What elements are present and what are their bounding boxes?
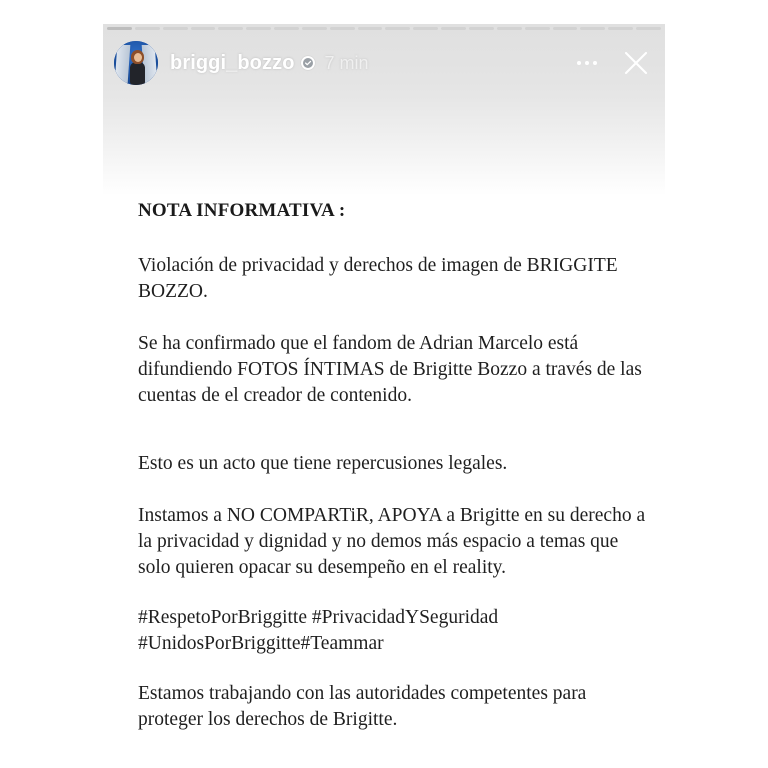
note-title: NOTA INFORMATIVA : [138, 200, 346, 221]
note-paragraph: Violación de privacidad y derechos de imagen de BRIGGITE BOZZO. [138, 254, 618, 302]
progress-segment[interactable] [358, 27, 383, 30]
header-actions [575, 48, 651, 78]
progress-segment[interactable] [413, 27, 438, 30]
progress-segment[interactable] [330, 27, 355, 30]
progress-segment[interactable] [218, 27, 243, 30]
timestamp-label: 7 min [324, 52, 369, 73]
more-options-dot [585, 61, 589, 65]
avatar-person-body [130, 62, 145, 85]
instagram-story-card [103, 24, 665, 744]
story-header [103, 37, 665, 89]
progress-segment[interactable] [302, 27, 327, 30]
progress-segment[interactable] [469, 27, 494, 30]
progress-segment[interactable] [163, 27, 188, 30]
avatar[interactable] [114, 41, 158, 85]
more-options-dot [577, 61, 581, 65]
close-icon[interactable] [621, 48, 651, 78]
avatar-panel-left [115, 45, 131, 83]
username-block[interactable] [170, 52, 575, 75]
note-paragraph: Se ha confirmado que el fandom de Adrian Marcelo está difundiendo FOTOS ÍNTIMAS de Brigitte Bozzo a través de las cuentas de el creador de contenido. [138, 332, 642, 406]
progress-segment[interactable] [274, 27, 299, 30]
progress-segment[interactable] [246, 27, 271, 30]
verified-badge-icon [301, 56, 315, 70]
note-hashtags: #RespetoPorBriggitte #PrivacidadYSeguridad #UnidosPorBriggitte#Teammar [138, 606, 499, 654]
progress-segment[interactable] [553, 27, 578, 30]
avatar-person-face [134, 53, 142, 62]
progress-segment[interactable] [191, 27, 216, 30]
progress-segment[interactable] [580, 27, 605, 30]
story-progress-bar[interactable] [107, 27, 661, 30]
progress-segment[interactable] [525, 27, 550, 30]
progress-segment[interactable] [385, 27, 410, 30]
note-paragraph: Instamos a NO COMPARTiR, APOYA a Brigitte en su derecho a la privacidad y dignidad y no demos más espacio a temas que solo quieren opacar su desempeño en el reality. [138, 504, 646, 578]
progress-segment[interactable] [107, 27, 132, 30]
progress-segment[interactable] [608, 27, 633, 30]
story-note-text-block [138, 200, 646, 733]
progress-segment[interactable] [636, 27, 661, 30]
more-options-dot [593, 61, 597, 65]
progress-segment[interactable] [135, 27, 160, 30]
note-paragraph: Estamos trabajando con las autoridades competentes para proteger los derechos de Brigitte. [138, 682, 587, 730]
progress-segment[interactable] [441, 27, 466, 30]
progress-segment[interactable] [497, 27, 522, 30]
username-label[interactable]: briggi_bozzo [170, 51, 295, 74]
more-options-icon[interactable] [575, 57, 599, 69]
note-paragraph: Esto es un acto que tiene repercusiones legales. [138, 452, 508, 474]
